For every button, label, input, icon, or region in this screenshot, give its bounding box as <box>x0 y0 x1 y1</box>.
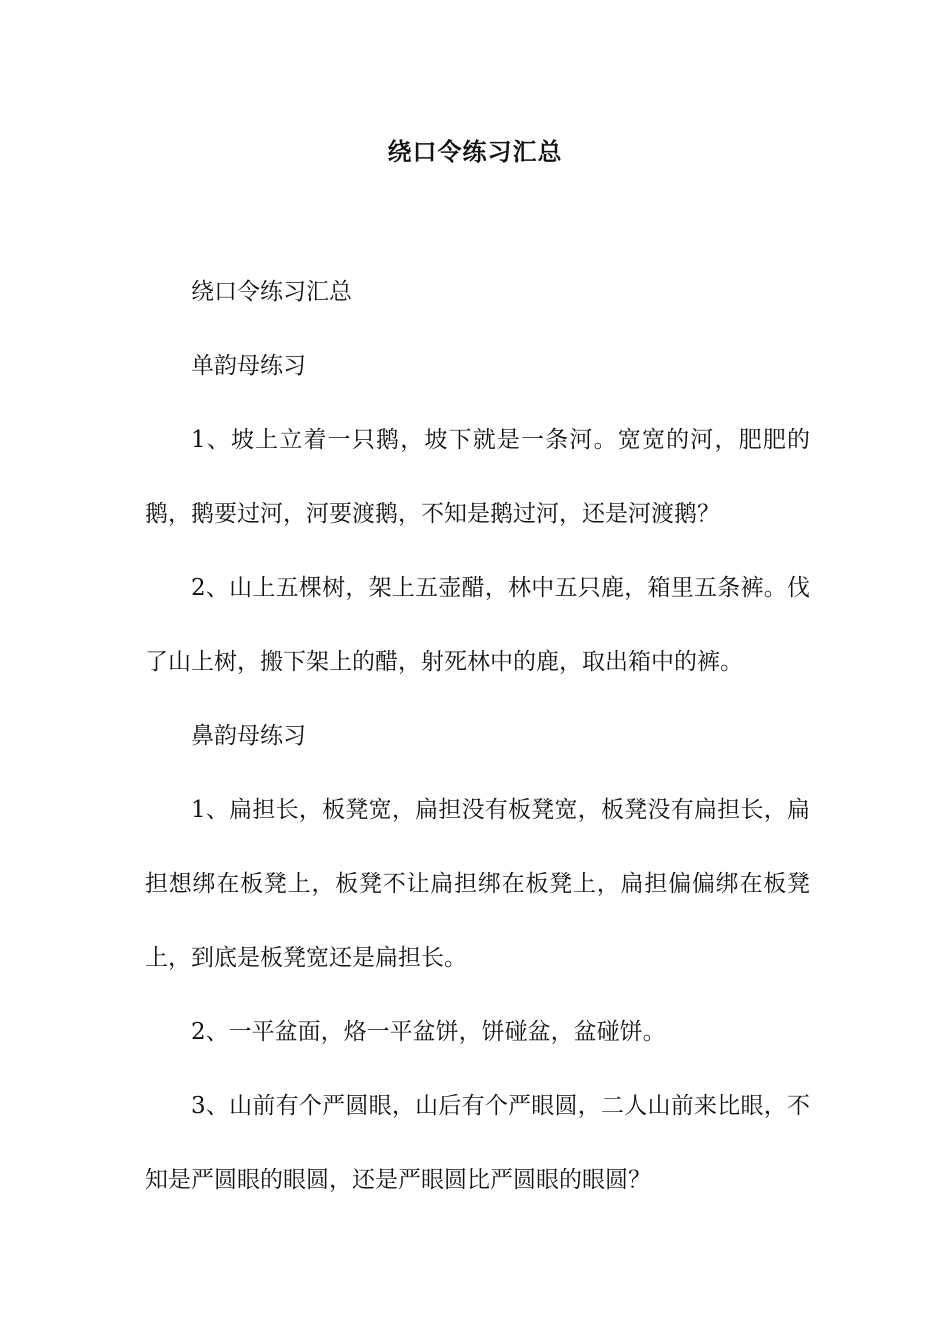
tongue-twister-paragraph: 2、一平盆面，烙一平盆饼，饼碰盆，盆碰饼。 <box>191 1019 666 1045</box>
section-heading-nasal-vowel: 鼻韵母练习 <box>191 723 306 749</box>
tongue-twister-paragraph: 1、扁担长，板凳宽，扁担没有板凳宽，板凳没有扁担长，扁担想绑在板凳上，板凳不让扁担绑在板凳上，扁担偏偏绑在板凳上，到底是板凳宽还是扁担长。 <box>145 797 810 971</box>
section-heading-single-vowel: 单韵母练习 <box>191 353 306 379</box>
page-title: 绕口令练习汇总 <box>387 137 563 166</box>
paragraph-heading: 绕口令练习汇总 <box>191 279 352 305</box>
tongue-twister-paragraph: 1、坡上立着一只鹅，坡下就是一条河。宽宽的河，肥肥的鹅，鹅要过河，河要渡鹅，不知是鹅过河，还是河渡鹅？ <box>145 427 810 527</box>
tongue-twister-paragraph: 3、山前有个严圆眼，山后有个严眼圆，二人山前来比眼，不知是严圆眼的眼圆，还是严眼圆比严圆眼的眼圆？ <box>145 1093 810 1193</box>
document-body <box>145 255 810 1217</box>
tongue-twister-paragraph: 2、山上五棵树，架上五壶醋，林中五只鹿，箱里五条裤。伐了山上树，搬下架上的醋，射死林中的鹿，取出箱中的裤。 <box>145 575 810 675</box>
